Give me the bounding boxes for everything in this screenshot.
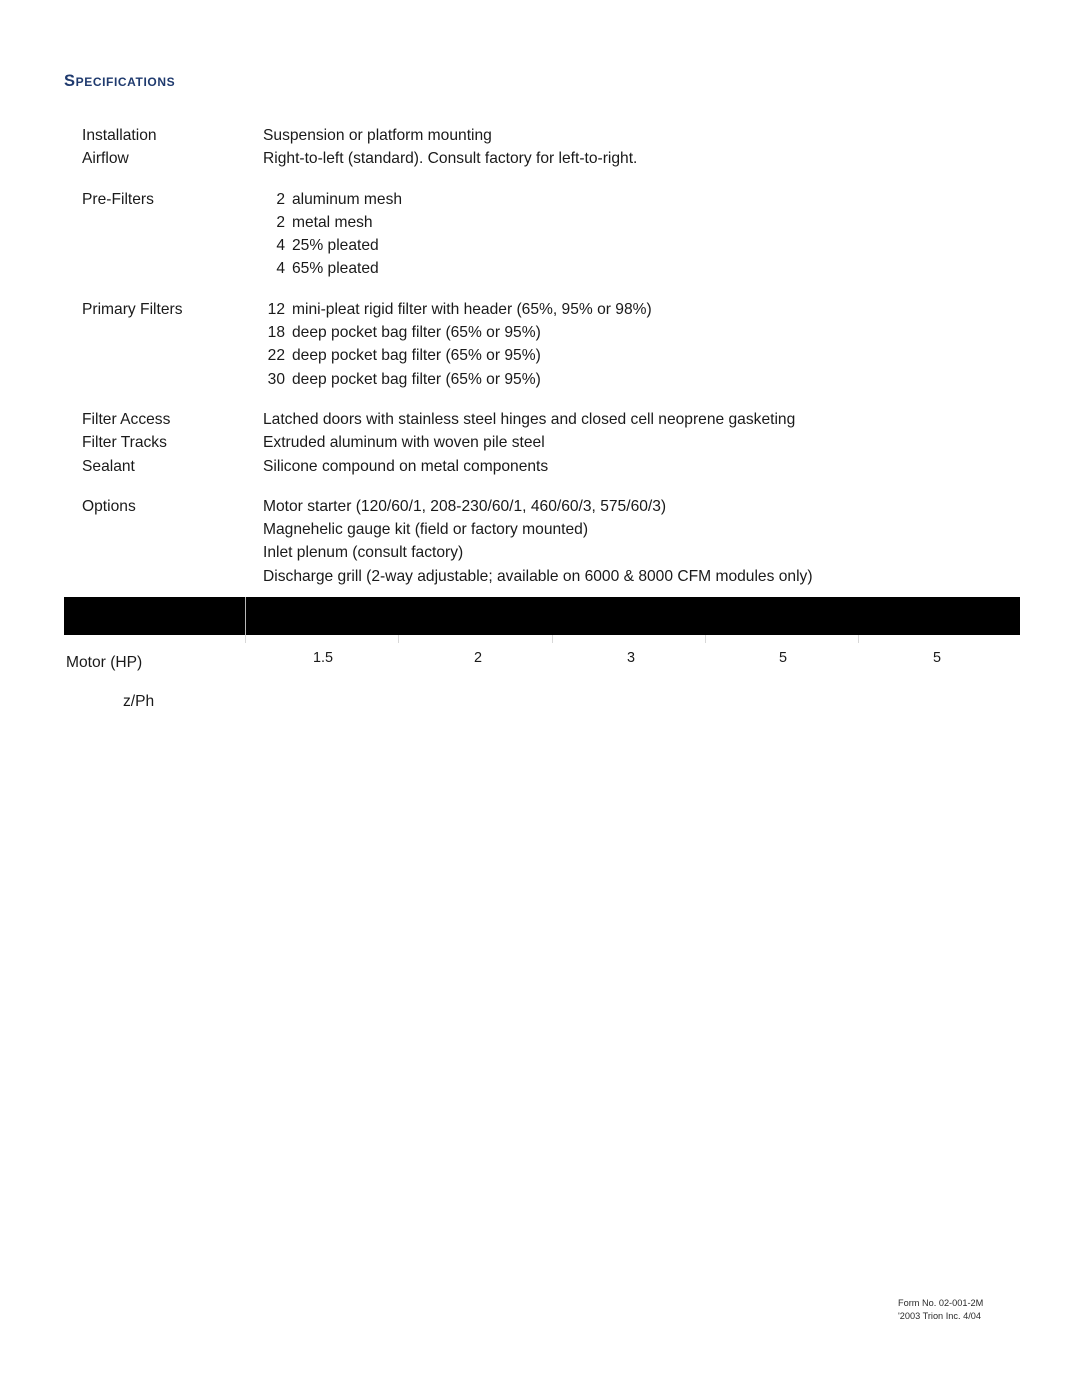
- spec-value: Silicone compound on metal components: [263, 457, 549, 475]
- table-column-rule: [705, 635, 706, 643]
- page-title: Specifications: [64, 72, 176, 90]
- spec-row: [0, 147, 1080, 170]
- spec-value: [263, 368, 541, 391]
- spec-label: Pre-Filters: [82, 190, 154, 208]
- table-column-rule: [398, 635, 399, 643]
- table-cell: [897, 682, 977, 712]
- footer-copyright: '2003 Trion Inc. 4/04: [898, 1310, 981, 1321]
- spec-row: [0, 211, 1080, 234]
- spec-value-text: aluminum mesh: [292, 190, 403, 208]
- spec-group: [0, 298, 1080, 391]
- spec-row: [0, 321, 1080, 344]
- spec-value-count: 4: [276, 237, 285, 255]
- spec-row: [0, 257, 1080, 280]
- table-cell: 5: [932, 650, 941, 666]
- spec-value: [263, 257, 379, 280]
- spec-row: [0, 541, 1080, 564]
- spec-value-count: 2: [276, 213, 285, 231]
- spec-row: [0, 344, 1080, 367]
- table-row-label: z/Ph: [123, 693, 155, 710]
- spec-label: Filter Tracks: [82, 434, 167, 452]
- spec-value: Magnehelic gauge kit (field or factory mounted): [263, 521, 589, 539]
- spec-group: [0, 495, 1080, 588]
- spec-row: [0, 368, 1080, 391]
- spec-group: [0, 408, 1080, 478]
- spec-value: [263, 344, 541, 367]
- table-cell: 2: [473, 650, 482, 666]
- spec-value: Motor starter (120/60/1, 208-230/60/1, 460/60/3, 575/60/3): [263, 497, 667, 515]
- spec-value: [263, 211, 373, 234]
- motor-table-header-label-cell: [64, 597, 245, 635]
- spec-value-text: deep pocket bag filter (65% or 95%): [292, 370, 541, 388]
- spec-value: Right-to-left (standard). Consult factory for left-to-right.: [263, 150, 638, 168]
- spec-value: [263, 321, 541, 344]
- table-cell: [743, 682, 823, 712]
- spec-label: Options: [82, 497, 136, 515]
- spec-row: [0, 495, 1080, 518]
- spec-value: Inlet plenum (consult factory): [263, 544, 464, 562]
- spec-group: [0, 188, 1080, 281]
- spec-row: [0, 565, 1080, 588]
- table-cell: 3: [626, 650, 635, 666]
- spec-value-count: 4: [276, 260, 285, 278]
- spec-value-text: 65% pleated: [292, 260, 379, 278]
- spec-value-count: 12: [267, 300, 285, 318]
- spec-label: Sealant: [82, 457, 135, 475]
- motor-table-header-bar: [64, 597, 1020, 635]
- spec-value: Extruded aluminum with woven pile steel: [263, 434, 545, 452]
- spec-value-text: deep pocket bag filter (65% or 95%): [292, 347, 541, 365]
- spec-value-text: 25% pleated: [292, 237, 379, 255]
- spec-label: Airflow: [82, 150, 129, 168]
- spec-label: Installation: [82, 127, 157, 144]
- table-cell: [591, 682, 671, 712]
- table-cell: [438, 682, 518, 712]
- spec-row: [0, 518, 1080, 541]
- spec-value: Suspension or platform mounting: [263, 127, 492, 144]
- spec-row: [0, 124, 1080, 147]
- spec-value-count: 30: [267, 370, 285, 388]
- spec-row: [0, 298, 1080, 321]
- spec-value-count: 22: [267, 347, 285, 365]
- spec-row: [0, 188, 1080, 211]
- spec-row: [0, 431, 1080, 454]
- spec-label: Filter Access: [82, 410, 171, 428]
- footer-form-number: Form No. 02-001-2M: [898, 1298, 984, 1308]
- spec-row: [0, 234, 1080, 257]
- document-footer: [898, 1297, 983, 1322]
- spec-row: [0, 408, 1080, 431]
- spec-value-count: 18: [267, 324, 285, 342]
- spec-value-count: 2: [276, 190, 285, 208]
- spec-row: [0, 455, 1080, 478]
- table-cell: [283, 682, 363, 712]
- table-row: [64, 687, 1020, 717]
- spec-value-text: metal mesh: [292, 213, 373, 231]
- spec-group: [0, 124, 1080, 171]
- spec-value: Latched doors with stainless steel hinges and closed cell neoprene gasketing: [263, 410, 796, 428]
- spec-value: Discharge grill (2-way adjustable; available on 6000 & 8000 CFM modules only): [263, 567, 813, 585]
- table-column-rule: [245, 635, 246, 643]
- table-row: [64, 648, 1020, 678]
- table-column-rule: [858, 635, 859, 643]
- table-cell: 5: [778, 650, 787, 666]
- table-column-rule: [552, 635, 553, 643]
- table-cell: 1.5: [312, 650, 333, 666]
- spec-value-text: deep pocket bag filter (65% or 95%): [292, 324, 541, 342]
- table-row-label: Motor (HP): [66, 654, 143, 671]
- spec-value-text: mini-pleat rigid filter with header (65%, 95% or 98%): [292, 300, 652, 318]
- spec-value: [263, 234, 379, 257]
- spec-value: [263, 188, 402, 211]
- spec-label: Primary Filters: [82, 300, 183, 318]
- motor-table-header-values-cell: [246, 597, 1020, 635]
- motor-table: [64, 635, 1020, 727]
- spec-value: [263, 298, 652, 321]
- specifications-list: [0, 124, 1080, 588]
